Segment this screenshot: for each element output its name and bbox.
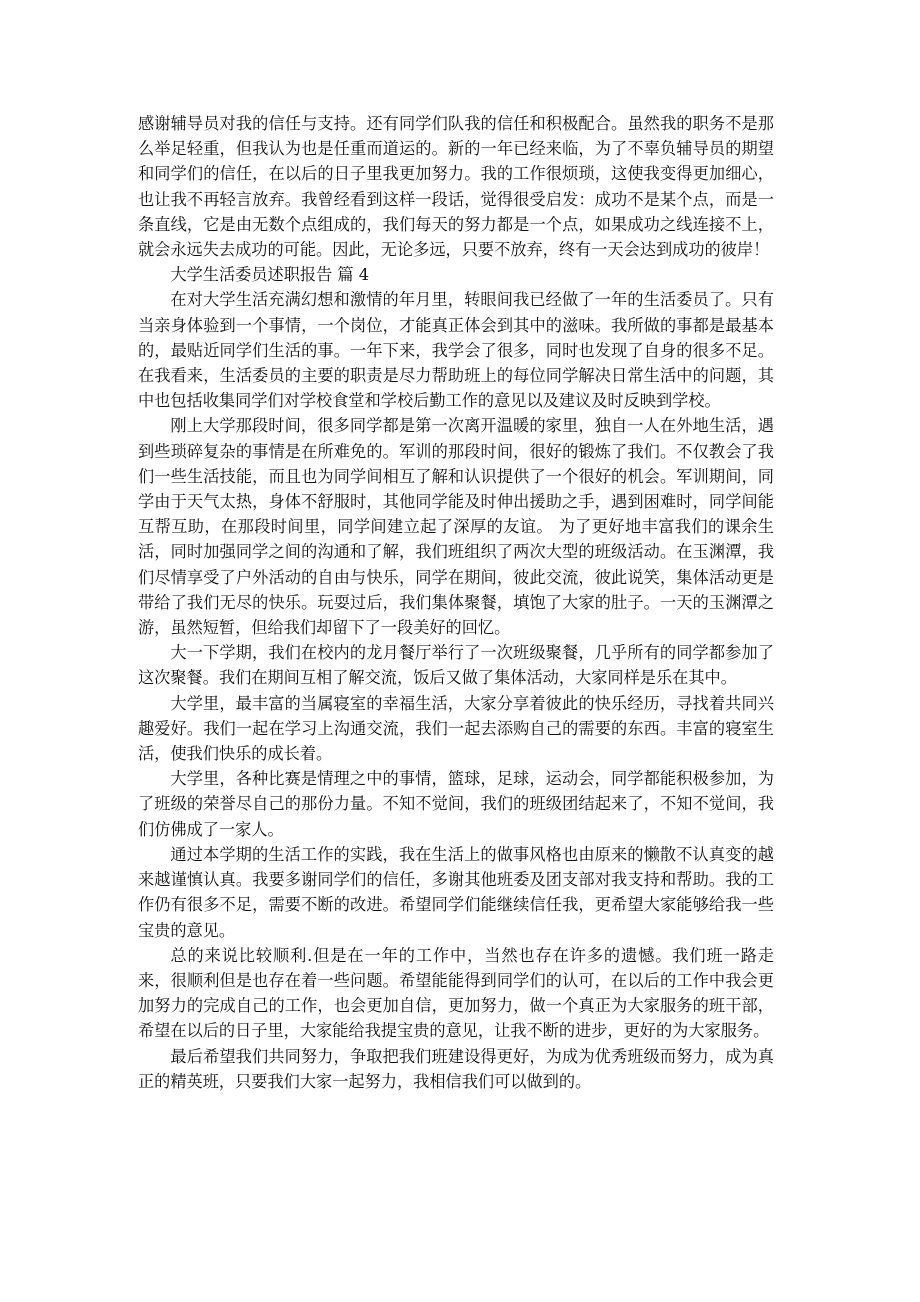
paragraph: 在对大学生活充满幻想和激情的年月里，转眼间我已经做了一年的生活委员了。只有当亲身体验到一个事情，一个岗位，才能真正体会到其中的滋味。我所做的事都是最基本的，最贴近同学们生活的事。一年下来，我学会了很多，同时也发现了自身的很多不足。 在我看来，生活委员的主要的职责是尽力帮助班上的每位同学解决日常生活中的问题，其中也包括收集同学们对学校食堂和学校后勤工作的意见以及建议及时反映到学校。 (138, 290, 774, 411)
paragraph: 大一下学期，我们在校内的龙月餐厅举行了一次班级聚餐，几乎所有的同学都参加了这次聚餐。我们在期间互相了解交流，饭后又做了集体活动，大家同样是乐在其中。 (138, 643, 774, 688)
paragraph: 通过本学期的生活工作的实践，我在生活上的做事风格也由原来的懒散不认真变的越来越谨慎认真。我要多谢同学们的信任，多谢其他班委及团支部对我支持和帮助。我的工作仍有很多不足，需要不断的改进。希望同学们能继续信任我，更希望大家能够给我一些宝贵的意见。 (138, 844, 774, 940)
document-page (138, 111, 774, 1094)
paragraph: 总的来说比较顺利.但是在一年的工作中，当然也存在许多的遗憾。我们班一路走来，很顺利但是也存在着一些问题。希望能能得到同学们的认可，在以后的工作中我会更加努力的完成自己的工作，也会更加自信，更加努力，做一个真正为大家服务的班干部，希望在以后的日子里，大家能给我提宝贵的意见，让我不断的进步，更好的为大家服务。 (138, 945, 774, 1041)
paragraph-continuation: 感谢辅导员对我的信任与支持。还有同学们队我的信任和积极配合。虽然我的职务不是那么举足轻重，但我认为也是任重而道运的。新的一年已经来临，为了不辜负辅导员的期望和同学们的信任，在以后的日子里我更加努力。我的工作很烦琐，这使我变得更加细心，也让我不再轻言放弃。我曾经看到这样一段话，觉得很受启发：成功不是某个点，而是一条直线，它是由无数个点组成的，我们每天的努力都是一个点，如果成功之线连接不上，就会永远失去成功的可能。因此，无论多远，只要不放弃，终有一天会达到成功的彼岸！ (138, 114, 774, 260)
paragraph: 最后希望我们共同努力，争取把我们班建设得更好，为成为优秀班级而努力，成为真正的精英班，只要我们大家一起努力，我相信我们可以做到的。 (138, 1046, 774, 1091)
section-heading: 大学生活委员述职报告 篇 4 (170, 265, 370, 285)
paragraph: 刚上大学那段时间，很多同学都是第一次离开温暖的家里，独自一人在外地生活，遇到些琐碎复杂的事情是在所难免的。军训的那段时间，很好的锻炼了我们。不仅教会了我们一些生活技能，而且也为同学间相互了解和认识提供了一个很好的机会。军训期间，同学由于天气太热，身体不舒服时，其他同学能及时伸出援助之手，遇到困难时，同学间能互帮互助，在那段时间里，同学间建立起了深厚的友谊。 为了更好地丰富我们的课余生活，同时加强同学之间的沟通和了解，我们班组织了两次大型的班级活动。在玉渊潭，我们尽情享受了户外活动的自由与快乐，同学在期间，彼此交流，彼此说笑，集体活动更是带给了我们无尽的快乐。玩耍过后，我们集体聚餐，填饱了大家的肚子。一天的玉渊潭之游，虽然短暂，但给我们却留下了一段美好的回忆。 (138, 416, 774, 638)
paragraph: 大学里，最丰富的当属寝室的幸福生活，大家分享着彼此的快乐经历，寻找着共同兴趣爱好。我们一起在学习上沟通交流，我们一起去添购自己的需要的东西。丰富的寝室生活，使我们快乐的成长着。 (138, 693, 774, 764)
paragraph: 大学里，各种比赛是情理之中的事情，篮球，足球，运动会，同学都能积极参加，为了班级的荣誉尽自己的那份力量。不知不觉间，我们的班级团结起来了，不知不觉间，我们仿佛成了一家人。 (138, 769, 774, 839)
